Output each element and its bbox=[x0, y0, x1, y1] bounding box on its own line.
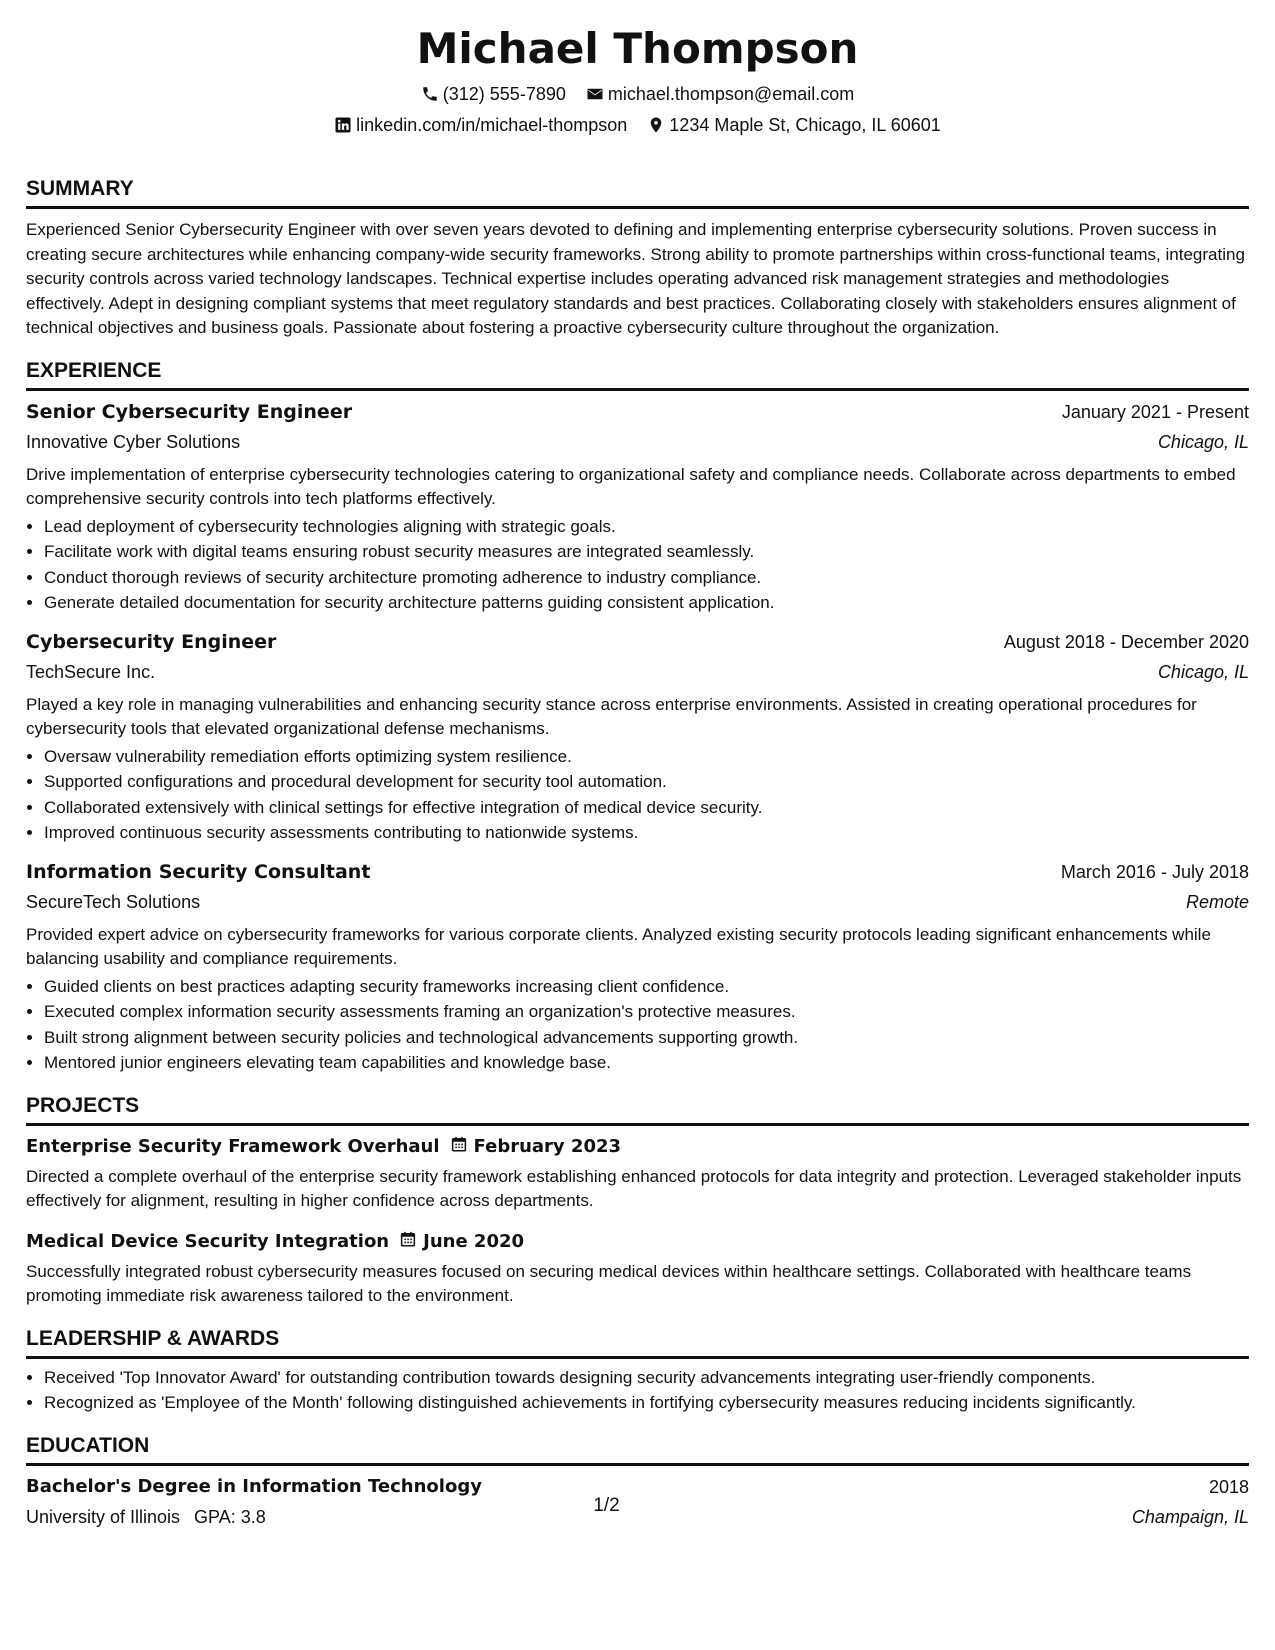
project-date-text: February 2023 bbox=[473, 1136, 622, 1157]
job-title: Senior Cybersecurity Engineer bbox=[26, 400, 353, 423]
calendar-icon bbox=[450, 1135, 468, 1158]
contact-row-2 bbox=[26, 113, 1249, 137]
project-entry bbox=[26, 1133, 1249, 1214]
contact-row-1 bbox=[26, 82, 1249, 106]
job-bullets bbox=[26, 514, 1249, 616]
page-number: 1/2 bbox=[593, 1495, 620, 1516]
summary-text: Experienced Senior Cybersecurity Engineer with over seven years devoted to defining and implementing enterprise cybersecurity solutions. Proven success in creating secure architectures while enhancing company-wide security frameworks. Strong ability to promote partnerships within cross-functional teams, integrating security controls across varied technology landscapes. Technical expertise includes operating advanced risk management strategies and methodologies effectively. Adept in designing compliant systems that meet regulatory standards and best practices. Collaborating closely with stakeholders ensures alignment of technical objectives and business goals. Passionate about fostering a proactive cybersecurity culture throughout the organization. bbox=[26, 220, 1245, 337]
job-bullets bbox=[26, 974, 1249, 1076]
list-item: • Oversaw vulnerability remediation efforts optimizing system resilience. bbox=[44, 744, 1249, 770]
job-bullets bbox=[26, 744, 1249, 846]
contact-email[interactable] bbox=[586, 82, 854, 106]
job-location: Chicago, IL bbox=[1157, 661, 1249, 682]
list-item: • Generate detailed documentation for security architecture patterns guiding consistent application. bbox=[44, 590, 1249, 616]
project-date bbox=[450, 1135, 621, 1158]
list-item: • Executed complex information security assessments framing an organization's protective measures. bbox=[44, 999, 1249, 1025]
list-item: • Guided clients on best practices adapting security frameworks increasing client confidence. bbox=[44, 974, 1249, 1000]
leadership-bullets bbox=[26, 1365, 1249, 1416]
job-description: Drive implementation of enterprise cybersecurity technologies catering to organizational safety and compliance needs. Collaborate across departments to embed comprehensive security controls into tech platforms effectively. bbox=[26, 464, 1236, 508]
summary-section bbox=[26, 176, 1249, 341]
company-name: TechSecure Inc. bbox=[26, 661, 156, 682]
experience-section bbox=[26, 358, 1249, 1076]
contact-linkedin[interactable] bbox=[334, 113, 627, 137]
candidate-name: Michael Thompson bbox=[416, 24, 859, 73]
contact-phone bbox=[421, 82, 566, 106]
job-location: Remote bbox=[1185, 891, 1249, 912]
leadership-section bbox=[26, 1326, 1249, 1416]
job-dates: March 2016 - July 2018 bbox=[1060, 861, 1249, 882]
projects-section bbox=[26, 1093, 1249, 1309]
job-dates: January 2021 - Present bbox=[1061, 401, 1249, 422]
company-name: SecureTech Solutions bbox=[26, 891, 201, 912]
gpa: GPA: 3.8 bbox=[194, 1506, 266, 1527]
job-subheader bbox=[26, 427, 1249, 457]
linkedin-icon bbox=[334, 116, 352, 134]
project-name: Medical Device Security Integration bbox=[26, 1230, 390, 1252]
email-address: michael.thompson@email.com bbox=[607, 84, 855, 104]
degree-name: Bachelor's Degree in Information Technology bbox=[26, 1475, 482, 1497]
job-entry bbox=[26, 627, 1249, 846]
school-location: Champaign, IL bbox=[1131, 1506, 1249, 1527]
address-text: 1234 Maple St, Chicago, IL 60601 bbox=[669, 115, 941, 135]
job-title: Cybersecurity Engineer bbox=[26, 630, 277, 653]
resume-page bbox=[26, 0, 1249, 1532]
map-pin-icon bbox=[647, 116, 665, 134]
section-title: EDUCATION bbox=[26, 1433, 1249, 1466]
phone-number: (312) 555-7890 bbox=[442, 84, 566, 104]
job-description: Provided expert advice on cybersecurity frameworks for various corporate clients. Analyzed existing security protocols leading significant enhancements while balancing usability and compliance requirements. bbox=[26, 924, 1211, 968]
job-location: Chicago, IL bbox=[1157, 431, 1249, 452]
list-item: • Conduct thorough reviews of security architecture promoting adherence to industry compliance. bbox=[44, 565, 1249, 591]
list-item: • Collaborated extensively with clinical settings for effective integration of medical device security. bbox=[44, 795, 1249, 821]
job-entry bbox=[26, 857, 1249, 1076]
list-item: • Built strong alignment between security policies and technological advancements supporting growth. bbox=[44, 1025, 1249, 1051]
job-dates: August 2018 - December 2020 bbox=[1003, 631, 1249, 652]
contact-address bbox=[647, 113, 941, 137]
project-description: Directed a complete overhaul of the enterprise security framework establishing enhanced protocols for data integrity and protection. Leveraged stakeholder inputs effectively for alignment, resulting in higher confidence across departments. bbox=[26, 1166, 1242, 1210]
list-item: • Supported configurations and procedural development for security tool automation. bbox=[44, 769, 1249, 795]
calendar-icon bbox=[399, 1230, 417, 1253]
project-description: Successfully integrated robust cybersecurity measures focused on securing medical devices within healthcare settings. Collaborated with healthcare teams promoting immediate risk awareness tailored to the environment. bbox=[26, 1261, 1192, 1305]
job-header bbox=[26, 397, 1249, 427]
project-header bbox=[26, 1228, 1249, 1256]
list-item: • Facilitate work with digital teams ensuring robust security measures are integrated seamlessly. bbox=[44, 539, 1249, 565]
list-item: • Mentored junior engineers elevating team capabilities and knowledge base. bbox=[44, 1050, 1249, 1076]
project-header bbox=[26, 1133, 1249, 1161]
school-name: University of Illinois bbox=[26, 1506, 181, 1527]
job-description: Played a key role in managing vulnerabilities and enhancing security stance across enterprise environments. Assisted in creating operational procedures for cybersecurity tools that elevated organizational defense mechanisms. bbox=[26, 694, 1197, 738]
list-item: • Recognized as 'Employee of the Month' following distinguished achievements in fortifying cybersecurity measures reducing incidents significantly. bbox=[44, 1390, 1249, 1416]
envelope-icon bbox=[586, 85, 604, 103]
job-header bbox=[26, 857, 1249, 887]
phone-icon bbox=[421, 85, 439, 103]
project-name: Enterprise Security Framework Overhaul bbox=[26, 1135, 440, 1157]
project-date bbox=[399, 1230, 524, 1253]
job-entry bbox=[26, 397, 1249, 616]
project-date-text: June 2020 bbox=[423, 1231, 525, 1252]
section-title: SUMMARY bbox=[26, 176, 1249, 209]
section-title: LEADERSHIP & AWARDS bbox=[26, 1326, 1249, 1359]
section-title: EXPERIENCE bbox=[26, 358, 1249, 391]
company-name: Innovative Cyber Solutions bbox=[26, 431, 241, 452]
list-item: • Received 'Top Innovator Award' for outstanding contribution towards designing security advancements integrating user-friendly components. bbox=[44, 1365, 1249, 1391]
section-title: PROJECTS bbox=[26, 1093, 1249, 1126]
job-header bbox=[26, 627, 1249, 657]
linkedin-url: linkedin.com/in/michael-thompson bbox=[356, 115, 628, 135]
list-item: • Improved continuous security assessments contributing to nationwide systems. bbox=[44, 820, 1249, 846]
graduation-year: 2018 bbox=[1208, 1476, 1249, 1497]
job-title: Information Security Consultant bbox=[26, 860, 371, 883]
job-subheader bbox=[26, 657, 1249, 687]
project-entry bbox=[26, 1228, 1249, 1309]
job-subheader bbox=[26, 887, 1249, 917]
list-item: • Lead deployment of cybersecurity technologies aligning with strategic goals. bbox=[44, 514, 1249, 540]
